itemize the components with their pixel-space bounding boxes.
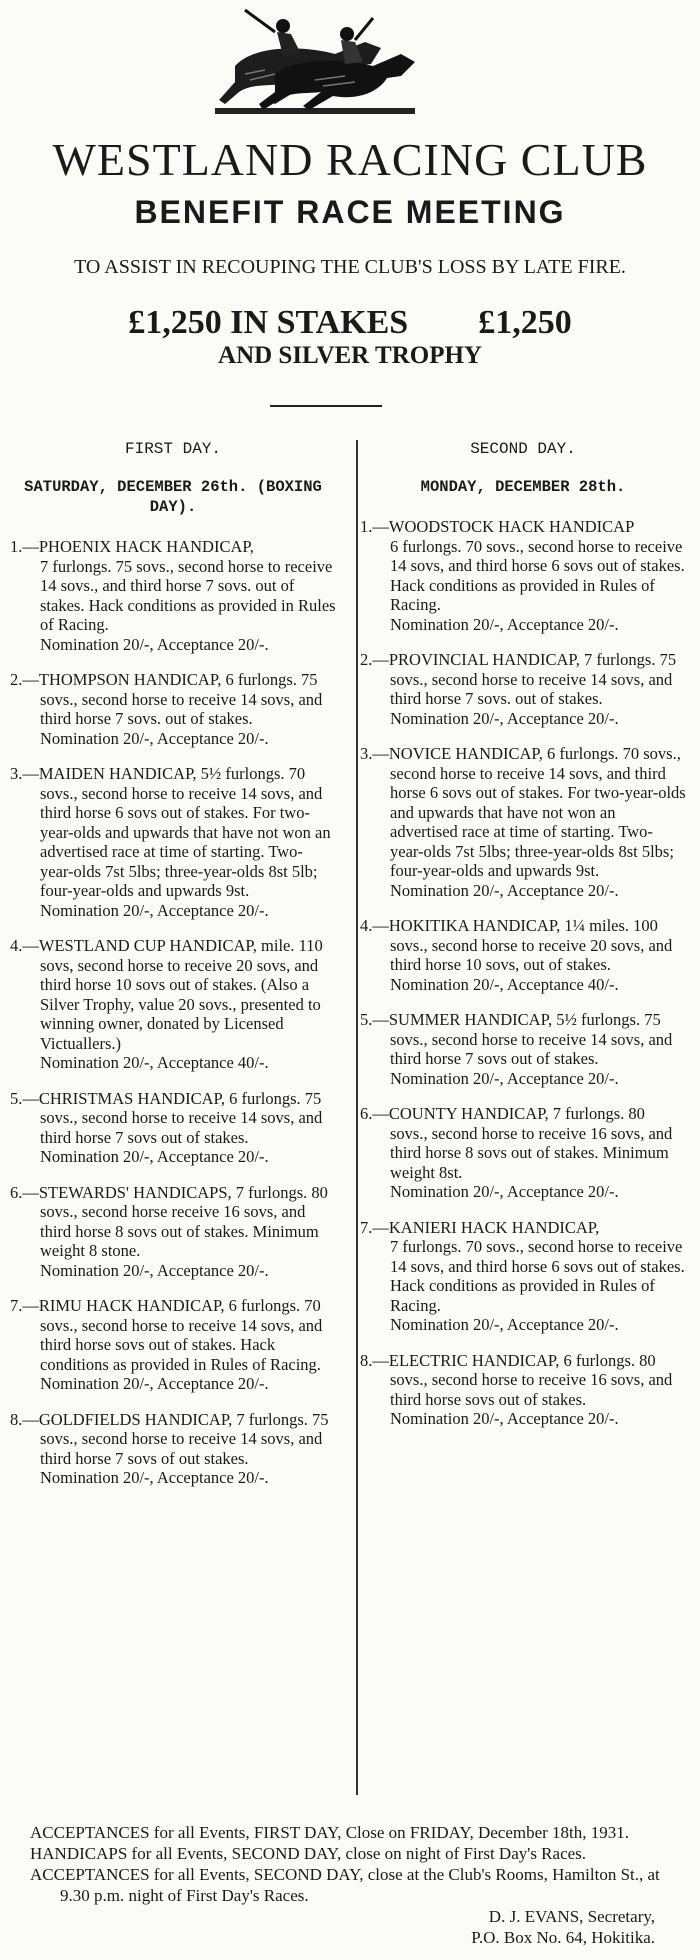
first-day-heading: FIRST DAY. (124, 440, 221, 458)
race-terms: Nomination 20/-, Acceptance 20/-. (40, 728, 269, 748)
race-desc: 6 furlongs. 70 sovs., second horse to receive 14 sovs, and third horse 6 sovs out of stakes. Hack conditions as provided in Rules of Racing. (390, 536, 685, 614)
race-terms: Nomination 20/-, Acceptance 20/-. (40, 1260, 269, 1280)
column-divider (356, 440, 358, 1795)
footer-line: ACCEPTANCES for all Events, SECOND DAY, close at the Club's Rooms, Hamilton St., at 9.30 p.m. night of First Day's Races. (30, 1865, 660, 1905)
race-title: 5.—CHRISTMAS HANDICAP, 6 furlongs. 75 sovs., second horse to receive 14 sovs, and third horse 7 sovs out of stakes. (10, 1088, 323, 1147)
purpose-line: TO ASSIST IN RECOUPING THE CLUB'S LOSS BY LATE FIRE. (74, 256, 626, 278)
race-title: 6.—COUNTY HANDICAP, 7 furlongs. 80 sovs., second horse to receive 16 sovs, and third horse 8 sovs out of stakes. Minimum weight 8st. (360, 1104, 673, 1182)
race-item (360, 916, 686, 994)
race-terms: Nomination 20/-, Acceptance 20/-. (40, 900, 269, 920)
secretary-name: D. J. EVANS, Secretary, (488, 1907, 655, 1926)
race-title: 6.—STEWARDS' HANDICAPS, 7 furlongs. 80 sovs., second horse receive 16 sovs, and third horse 8 sovs out of stakes. Minimum weight 8 stone. (10, 1182, 328, 1260)
race-item (360, 517, 686, 634)
race-terms: Nomination 20/-, Acceptance 20/-. (390, 1409, 619, 1428)
race-terms: Nomination 20/-, Acceptance 40/-. (390, 974, 619, 994)
race-item (360, 650, 686, 728)
race-title: 1.—WOODSTOCK HACK HANDICAP (360, 517, 635, 536)
race-item (10, 1410, 336, 1488)
footer-line: HANDICAPS for all Events, SECOND DAY, close on night of First Day's Races. (30, 1844, 587, 1863)
race-terms: Nomination 20/-, Acceptance 20/-. (390, 1068, 619, 1088)
second-day-heading: SECOND DAY. (470, 440, 576, 458)
secretary-address: P.O. Box No. 64, Hokitika. (471, 1928, 655, 1947)
race-title: 7.—KANIERI HACK HANDICAP, (360, 1217, 600, 1237)
race-terms: Nomination 20/-, Acceptance 20/-. (40, 1374, 269, 1393)
club-name: WESTLAND RACING CLUB (52, 134, 648, 185)
race-title: 4.—WESTLAND CUP HANDICAP, mile. 110 sovs, second horse to receive 20 sovs, and third horse 10 sovs out of stakes. (Also a Silver Trophy, value 20 sovs., presented to winning owner, donated by Licensed Victuallers.) (10, 936, 323, 1053)
race-item (10, 1183, 336, 1281)
footer-line: ACCEPTANCES for all Events, FIRST DAY, Close on FRIDAY, December 18th, 1931. (30, 1823, 630, 1842)
race-title: 8.—GOLDFIELDS HANDICAP, 7 furlongs. 75 sovs., second horse to receive 14 sovs, and third horse 7 sovs of out stakes. (10, 1409, 329, 1468)
second-day-date: MONDAY, DECEMBER 28th. (420, 478, 626, 496)
race-item (10, 764, 336, 920)
race-terms: Nomination 20/-, Acceptance 20/-. (390, 880, 619, 900)
race-item (360, 744, 686, 900)
second-day-column (360, 435, 686, 1445)
race-terms: Nomination 20/-, Acceptance 20/-. (40, 634, 269, 654)
race-item (10, 936, 336, 1073)
race-terms: Nomination 20/-, Acceptance 20/-. (390, 1182, 619, 1201)
first-day-date: SATURDAY, DECEMBER 26th. (BOXING DAY). (24, 478, 322, 516)
race-item (360, 1104, 686, 1202)
race-item (10, 1089, 336, 1167)
race-title: 2.—PROVINCIAL HANDICAP, 7 furlongs. 75 sovs., second horse to receive 14 sovs, and third horse 7 sovs. out of stakes. (360, 650, 677, 708)
stakes-line (0, 303, 700, 343)
race-terms: Nomination 20/-, Acceptance 40/-. (40, 1053, 269, 1072)
race-desc: 7 furlongs. 70 sovs., second horse to receive 14 sovs, and third horse 6 sovs out of stakes. Hack conditions as provided in Rules of Racing. (390, 1237, 685, 1315)
race-desc: 7 furlongs. 75 sovs., second horse to receive 14 sovs., and third horse 7 sovs. out of stakes. Hack conditions as provided in Rules of Racing. (40, 556, 336, 634)
race-terms: Nomination 20/-, Acceptance 20/-. (40, 1147, 269, 1166)
first-day-column (10, 435, 336, 1504)
race-title: 8.—ELECTRIC HANDICAP, 6 furlongs. 80 sovs., second horse to receive 16 sovs, and third horse sovs out of stakes. (360, 1350, 673, 1409)
trophy-line: AND SILVER TROPHY (218, 342, 482, 369)
race-item (10, 670, 336, 748)
stakes-left: £1,250 IN STAKES (128, 304, 409, 341)
race-terms: Nomination 20/-, Acceptance 20/-. (390, 614, 619, 634)
race-title: 7.—RIMU HACK HANDICAP, 6 furlongs. 70 sovs., second horse to receive 14 sovs, and third horse sovs out of stakes. Hack conditions as provided in Rules of Racing. (10, 1296, 323, 1374)
race-item (10, 537, 336, 654)
race-item (10, 1296, 336, 1394)
race-terms: Nomination 20/-, Acceptance 20/-. (390, 1315, 619, 1334)
race-title: 3.—MAIDEN HANDICAP, 5½ furlongs. 70 sovs., second horse to receive 14 sovs, and third horse 6 sovs out of stakes. For two-year-olds and upwards that have not won an advertised race at time of starting. Two-year-olds 7st 5lbs; three-year-olds 8st 5lb; four-year-olds and upwards 9st. (10, 764, 331, 900)
race-item (360, 1351, 686, 1429)
race-title: 4.—HOKITIKA HANDICAP, 1¼ miles. 100 sovs., second horse to receive 20 sovs, and third horse 10 sovs, out of stakes. (360, 916, 673, 974)
race-terms: Nomination 20/-, Acceptance 20/-. (390, 708, 619, 728)
header-rule (270, 405, 382, 407)
race-title: 5.—SUMMER HANDICAP, 5½ furlongs. 75 sovs., second horse to receive 14 sovs, and third horse 7 sovs out of stakes. (360, 1010, 673, 1068)
race-item (360, 1218, 686, 1335)
race-title: 1.—PHOENIX HACK HANDICAP, (10, 537, 254, 556)
race-title: 3.—NOVICE HANDICAP, 6 furlongs. 70 sovs., second horse to receive 14 sovs, and third horse 6 sovs out of stakes. For two-year-olds and upwards that have not won an advertised race at time of starting. Two-year-olds 7st 5lbs; three-year-olds 8st 5lbs; four-year-olds and upwards 9st. (360, 744, 686, 880)
race-item (360, 1010, 686, 1088)
race-terms: Nomination 20/-, Acceptance 20/-. (40, 1468, 269, 1487)
racing-horses-jockeys-icon (205, 4, 425, 122)
stakes-right: £1,250 (478, 304, 572, 341)
race-title: 2.—THOMPSON HANDICAP, 6 furlongs. 75 sovs., second horse to receive 14 sovs, and third horse 7 sovs. out of stakes. (10, 670, 323, 728)
footer-notes (30, 1822, 690, 1948)
meeting-title: BENEFIT RACE MEETING (134, 194, 566, 230)
